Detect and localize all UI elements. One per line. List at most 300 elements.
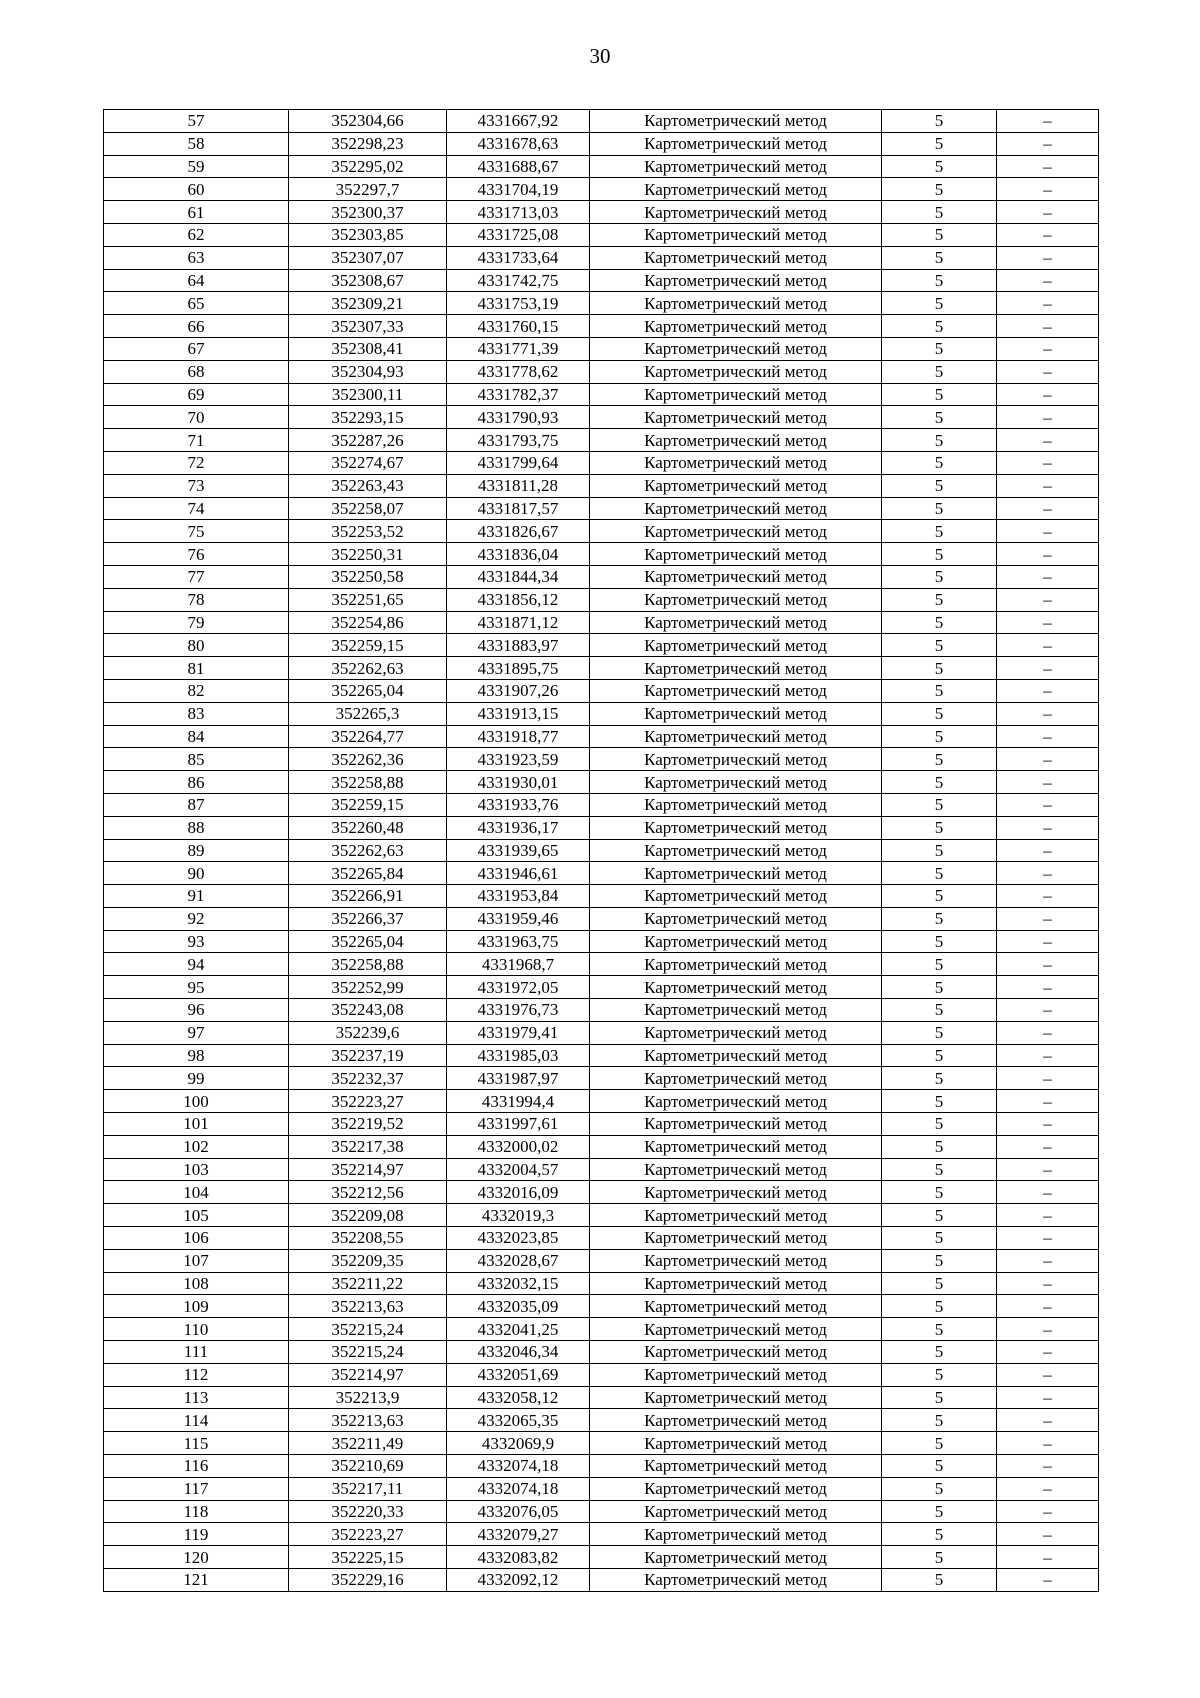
- point-number-cell: 75: [104, 520, 289, 543]
- method-cell: Картометрический метод: [590, 337, 882, 360]
- method-cell: Картометрический метод: [590, 953, 882, 976]
- dash-cell: –: [997, 1113, 1099, 1136]
- point-number-cell: 67: [104, 337, 289, 360]
- table-row: [104, 383, 1099, 406]
- dash-cell: –: [997, 611, 1099, 634]
- dash-cell: –: [997, 1546, 1099, 1569]
- point-number-cell: 57: [104, 110, 289, 133]
- point-number-cell: 121: [104, 1569, 289, 1592]
- dash-cell: –: [997, 429, 1099, 452]
- table-row: [104, 1044, 1099, 1067]
- dash-cell: –: [997, 1067, 1099, 1090]
- x-coordinate-cell: 352239,6: [289, 1021, 447, 1044]
- dash-cell: –: [997, 657, 1099, 680]
- point-number-cell: 63: [104, 246, 289, 269]
- precision-cell: 5: [882, 1113, 997, 1136]
- point-number-cell: 76: [104, 543, 289, 566]
- table-row: [104, 474, 1099, 497]
- table-row: [104, 1318, 1099, 1341]
- y-coordinate-cell: 4331976,73: [447, 999, 590, 1022]
- dash-cell: –: [997, 269, 1099, 292]
- dash-cell: –: [997, 1477, 1099, 1500]
- table-row: [104, 1477, 1099, 1500]
- y-coordinate-cell: 4332092,12: [447, 1569, 590, 1592]
- precision-cell: 5: [882, 702, 997, 725]
- point-number-cell: 70: [104, 406, 289, 429]
- dash-cell: –: [997, 474, 1099, 497]
- table-row: [104, 816, 1099, 839]
- coordinates-table: [103, 109, 1099, 1592]
- x-coordinate-cell: 352300,11: [289, 383, 447, 406]
- precision-cell: 5: [882, 315, 997, 338]
- point-number-cell: 117: [104, 1477, 289, 1500]
- method-cell: Картометрический метод: [590, 110, 882, 133]
- table-row: [104, 771, 1099, 794]
- precision-cell: 5: [882, 930, 997, 953]
- x-coordinate-cell: 352214,97: [289, 1363, 447, 1386]
- x-coordinate-cell: 352297,7: [289, 178, 447, 201]
- method-cell: Картометрический метод: [590, 201, 882, 224]
- point-number-cell: 114: [104, 1409, 289, 1432]
- point-number-cell: 59: [104, 155, 289, 178]
- table-row: [104, 1363, 1099, 1386]
- table-row: [104, 793, 1099, 816]
- point-number-cell: 60: [104, 178, 289, 201]
- method-cell: Картометрический метод: [590, 1500, 882, 1523]
- page-number: 30: [589, 44, 611, 68]
- table-row: [104, 132, 1099, 155]
- precision-cell: 5: [882, 1386, 997, 1409]
- y-coordinate-cell: 4332016,09: [447, 1181, 590, 1204]
- precision-cell: 5: [882, 1546, 997, 1569]
- dash-cell: –: [997, 155, 1099, 178]
- x-coordinate-cell: 352262,36: [289, 748, 447, 771]
- point-number-cell: 61: [104, 201, 289, 224]
- point-number-cell: 65: [104, 292, 289, 315]
- y-coordinate-cell: 4331704,19: [447, 178, 590, 201]
- x-coordinate-cell: 352250,31: [289, 543, 447, 566]
- dash-cell: –: [997, 406, 1099, 429]
- precision-cell: 5: [882, 1067, 997, 1090]
- point-number-cell: 102: [104, 1135, 289, 1158]
- table-row: [104, 657, 1099, 680]
- method-cell: Картометрический метод: [590, 634, 882, 657]
- dash-cell: –: [997, 907, 1099, 930]
- point-number-cell: 87: [104, 793, 289, 816]
- method-cell: Картометрический метод: [590, 1477, 882, 1500]
- y-coordinate-cell: 4331871,12: [447, 611, 590, 634]
- x-coordinate-cell: 352211,49: [289, 1432, 447, 1455]
- method-cell: Картометрический метод: [590, 1318, 882, 1341]
- point-number-cell: 108: [104, 1272, 289, 1295]
- precision-cell: 5: [882, 1090, 997, 1113]
- x-coordinate-cell: 352263,43: [289, 474, 447, 497]
- method-cell: Картометрический метод: [590, 1249, 882, 1272]
- y-coordinate-cell: 4331778,62: [447, 360, 590, 383]
- y-coordinate-cell: 4332083,82: [447, 1546, 590, 1569]
- point-number-cell: 89: [104, 839, 289, 862]
- table-row: [104, 907, 1099, 930]
- dash-cell: –: [997, 201, 1099, 224]
- x-coordinate-cell: 352252,99: [289, 976, 447, 999]
- table-row: [104, 520, 1099, 543]
- table-row: [104, 360, 1099, 383]
- table-body: [104, 110, 1099, 1592]
- dash-cell: –: [997, 1295, 1099, 1318]
- dash-cell: –: [997, 1227, 1099, 1250]
- point-number-cell: 91: [104, 885, 289, 908]
- precision-cell: 5: [882, 1523, 997, 1546]
- y-coordinate-cell: 4332076,05: [447, 1500, 590, 1523]
- method-cell: Картометрический метод: [590, 565, 882, 588]
- y-coordinate-cell: 4331760,15: [447, 315, 590, 338]
- point-number-cell: 58: [104, 132, 289, 155]
- dash-cell: –: [997, 1409, 1099, 1432]
- point-number-cell: 111: [104, 1341, 289, 1364]
- method-cell: Картометрический метод: [590, 1204, 882, 1227]
- x-coordinate-cell: 352304,66: [289, 110, 447, 133]
- y-coordinate-cell: 4331918,77: [447, 725, 590, 748]
- precision-cell: 5: [882, 725, 997, 748]
- table-row: [104, 999, 1099, 1022]
- x-coordinate-cell: 352229,16: [289, 1569, 447, 1592]
- precision-cell: 5: [882, 1227, 997, 1250]
- point-number-cell: 105: [104, 1204, 289, 1227]
- precision-cell: 5: [882, 178, 997, 201]
- method-cell: Картометрический метод: [590, 383, 882, 406]
- method-cell: Картометрический метод: [590, 429, 882, 452]
- point-number-cell: 118: [104, 1500, 289, 1523]
- precision-cell: 5: [882, 907, 997, 930]
- table-row: [104, 1523, 1099, 1546]
- point-number-cell: 85: [104, 748, 289, 771]
- dash-cell: –: [997, 360, 1099, 383]
- precision-cell: 5: [882, 1021, 997, 1044]
- y-coordinate-cell: 4332074,18: [447, 1455, 590, 1478]
- dash-cell: –: [997, 1021, 1099, 1044]
- x-coordinate-cell: 352265,04: [289, 930, 447, 953]
- y-coordinate-cell: 4332004,57: [447, 1158, 590, 1181]
- table-row: [104, 1295, 1099, 1318]
- point-number-cell: 106: [104, 1227, 289, 1250]
- point-number-cell: 95: [104, 976, 289, 999]
- x-coordinate-cell: 352215,24: [289, 1318, 447, 1341]
- x-coordinate-cell: 352298,23: [289, 132, 447, 155]
- point-number-cell: 78: [104, 588, 289, 611]
- dash-cell: –: [997, 292, 1099, 315]
- table-row: [104, 1227, 1099, 1250]
- method-cell: Картометрический метод: [590, 1067, 882, 1090]
- precision-cell: 5: [882, 999, 997, 1022]
- y-coordinate-cell: 4332023,85: [447, 1227, 590, 1250]
- method-cell: Картометрический метод: [590, 1135, 882, 1158]
- method-cell: Картометрический метод: [590, 223, 882, 246]
- precision-cell: 5: [882, 839, 997, 862]
- x-coordinate-cell: 352210,69: [289, 1455, 447, 1478]
- table-row: [104, 1090, 1099, 1113]
- precision-cell: 5: [882, 1181, 997, 1204]
- dash-cell: –: [997, 1158, 1099, 1181]
- precision-cell: 5: [882, 269, 997, 292]
- dash-cell: –: [997, 132, 1099, 155]
- dash-cell: –: [997, 930, 1099, 953]
- dash-cell: –: [997, 793, 1099, 816]
- point-number-cell: 84: [104, 725, 289, 748]
- method-cell: Картометрический метод: [590, 474, 882, 497]
- x-coordinate-cell: 352304,93: [289, 360, 447, 383]
- y-coordinate-cell: 4331742,75: [447, 269, 590, 292]
- y-coordinate-cell: 4331753,19: [447, 292, 590, 315]
- precision-cell: 5: [882, 1135, 997, 1158]
- precision-cell: 5: [882, 976, 997, 999]
- x-coordinate-cell: 352214,97: [289, 1158, 447, 1181]
- method-cell: Картометрический метод: [590, 1044, 882, 1067]
- point-number-cell: 113: [104, 1386, 289, 1409]
- precision-cell: 5: [882, 793, 997, 816]
- y-coordinate-cell: 4331725,08: [447, 223, 590, 246]
- precision-cell: 5: [882, 588, 997, 611]
- precision-cell: 5: [882, 1341, 997, 1364]
- table-row: [104, 930, 1099, 953]
- table-row: [104, 110, 1099, 133]
- table-row: [104, 451, 1099, 474]
- dash-cell: –: [997, 451, 1099, 474]
- precision-cell: 5: [882, 611, 997, 634]
- y-coordinate-cell: 4331913,15: [447, 702, 590, 725]
- table-row: [104, 565, 1099, 588]
- point-number-cell: 74: [104, 497, 289, 520]
- precision-cell: 5: [882, 292, 997, 315]
- x-coordinate-cell: 352307,33: [289, 315, 447, 338]
- x-coordinate-cell: 352220,33: [289, 1500, 447, 1523]
- x-coordinate-cell: 352254,86: [289, 611, 447, 634]
- x-coordinate-cell: 352308,41: [289, 337, 447, 360]
- x-coordinate-cell: 352265,3: [289, 702, 447, 725]
- y-coordinate-cell: 4332069,9: [447, 1432, 590, 1455]
- method-cell: Картометрический метод: [590, 520, 882, 543]
- dash-cell: –: [997, 771, 1099, 794]
- x-coordinate-cell: 352303,85: [289, 223, 447, 246]
- point-number-cell: 120: [104, 1546, 289, 1569]
- x-coordinate-cell: 352307,07: [289, 246, 447, 269]
- point-number-cell: 69: [104, 383, 289, 406]
- x-coordinate-cell: 352232,37: [289, 1067, 447, 1090]
- table-row: [104, 1021, 1099, 1044]
- point-number-cell: 115: [104, 1432, 289, 1455]
- method-cell: Картометрический метод: [590, 976, 882, 999]
- y-coordinate-cell: 4332035,09: [447, 1295, 590, 1318]
- dash-cell: –: [997, 725, 1099, 748]
- x-coordinate-cell: 352213,63: [289, 1409, 447, 1432]
- dash-cell: –: [997, 1386, 1099, 1409]
- y-coordinate-cell: 4331678,63: [447, 132, 590, 155]
- x-coordinate-cell: 352265,04: [289, 679, 447, 702]
- table-row: [104, 725, 1099, 748]
- precision-cell: 5: [882, 1363, 997, 1386]
- dash-cell: –: [997, 1249, 1099, 1272]
- precision-cell: 5: [882, 1295, 997, 1318]
- method-cell: Картометрический метод: [590, 725, 882, 748]
- point-number-cell: 94: [104, 953, 289, 976]
- method-cell: Картометрический метод: [590, 543, 882, 566]
- y-coordinate-cell: 4332065,35: [447, 1409, 590, 1432]
- precision-cell: 5: [882, 1204, 997, 1227]
- dash-cell: –: [997, 1569, 1099, 1592]
- table-row: [104, 702, 1099, 725]
- method-cell: Картометрический метод: [590, 1569, 882, 1592]
- point-number-cell: 79: [104, 611, 289, 634]
- table-row: [104, 429, 1099, 452]
- y-coordinate-cell: 4331968,7: [447, 953, 590, 976]
- point-number-cell: 109: [104, 1295, 289, 1318]
- point-number-cell: 93: [104, 930, 289, 953]
- method-cell: Картометрический метод: [590, 1090, 882, 1113]
- point-number-cell: 90: [104, 862, 289, 885]
- y-coordinate-cell: 4331994,4: [447, 1090, 590, 1113]
- y-coordinate-cell: 4331972,05: [447, 976, 590, 999]
- dash-cell: –: [997, 1318, 1099, 1341]
- dash-cell: –: [997, 178, 1099, 201]
- x-coordinate-cell: 352258,88: [289, 953, 447, 976]
- dash-cell: –: [997, 223, 1099, 246]
- y-coordinate-cell: 4331959,46: [447, 907, 590, 930]
- dash-cell: –: [997, 976, 1099, 999]
- dash-cell: –: [997, 1500, 1099, 1523]
- y-coordinate-cell: 4331930,01: [447, 771, 590, 794]
- y-coordinate-cell: 4332019,3: [447, 1204, 590, 1227]
- table-row: [104, 223, 1099, 246]
- table-row: [104, 748, 1099, 771]
- method-cell: Картометрический метод: [590, 292, 882, 315]
- y-coordinate-cell: 4332079,27: [447, 1523, 590, 1546]
- precision-cell: 5: [882, 1409, 997, 1432]
- y-coordinate-cell: 4331826,67: [447, 520, 590, 543]
- table-row: [104, 1569, 1099, 1592]
- point-number-cell: 101: [104, 1113, 289, 1136]
- table-row: [104, 634, 1099, 657]
- point-number-cell: 62: [104, 223, 289, 246]
- table-row: [104, 1158, 1099, 1181]
- precision-cell: 5: [882, 679, 997, 702]
- method-cell: Картометрический метод: [590, 1546, 882, 1569]
- method-cell: Картометрический метод: [590, 178, 882, 201]
- dash-cell: –: [997, 337, 1099, 360]
- table-row: [104, 155, 1099, 178]
- point-number-cell: 80: [104, 634, 289, 657]
- y-coordinate-cell: 4331895,75: [447, 657, 590, 680]
- point-number-cell: 110: [104, 1318, 289, 1341]
- precision-cell: 5: [882, 1500, 997, 1523]
- x-coordinate-cell: 352225,15: [289, 1546, 447, 1569]
- table-row: [104, 862, 1099, 885]
- y-coordinate-cell: 4331933,76: [447, 793, 590, 816]
- precision-cell: 5: [882, 110, 997, 133]
- precision-cell: 5: [882, 383, 997, 406]
- precision-cell: 5: [882, 771, 997, 794]
- y-coordinate-cell: 4332046,34: [447, 1341, 590, 1364]
- table-row: [104, 1546, 1099, 1569]
- dash-cell: –: [997, 1523, 1099, 1546]
- point-number-cell: 98: [104, 1044, 289, 1067]
- y-coordinate-cell: 4331923,59: [447, 748, 590, 771]
- x-coordinate-cell: 352209,08: [289, 1204, 447, 1227]
- y-coordinate-cell: 4331963,75: [447, 930, 590, 953]
- y-coordinate-cell: 4331939,65: [447, 839, 590, 862]
- point-number-cell: 83: [104, 702, 289, 725]
- x-coordinate-cell: 352251,65: [289, 588, 447, 611]
- y-coordinate-cell: 4332032,15: [447, 1272, 590, 1295]
- y-coordinate-cell: 4331771,39: [447, 337, 590, 360]
- method-cell: Картометрический метод: [590, 315, 882, 338]
- y-coordinate-cell: 4331667,92: [447, 110, 590, 133]
- dash-cell: –: [997, 588, 1099, 611]
- table-row: [104, 1204, 1099, 1227]
- y-coordinate-cell: 4332041,25: [447, 1318, 590, 1341]
- table-row: [104, 201, 1099, 224]
- precision-cell: 5: [882, 201, 997, 224]
- dash-cell: –: [997, 1135, 1099, 1158]
- table-row: [104, 497, 1099, 520]
- y-coordinate-cell: 4331793,75: [447, 429, 590, 452]
- x-coordinate-cell: 352208,55: [289, 1227, 447, 1250]
- point-number-cell: 71: [104, 429, 289, 452]
- y-coordinate-cell: 4331946,61: [447, 862, 590, 885]
- x-coordinate-cell: 352309,21: [289, 292, 447, 315]
- precision-cell: 5: [882, 337, 997, 360]
- dash-cell: –: [997, 748, 1099, 771]
- table-row: [104, 1386, 1099, 1409]
- method-cell: Картометрический метод: [590, 1432, 882, 1455]
- method-cell: Картометрический метод: [590, 1113, 882, 1136]
- point-number-cell: 73: [104, 474, 289, 497]
- point-number-cell: 96: [104, 999, 289, 1022]
- precision-cell: 5: [882, 520, 997, 543]
- dash-cell: –: [997, 246, 1099, 269]
- dash-cell: –: [997, 1341, 1099, 1364]
- dash-cell: –: [997, 634, 1099, 657]
- table-row: [104, 1181, 1099, 1204]
- precision-cell: 5: [882, 748, 997, 771]
- x-coordinate-cell: 352217,38: [289, 1135, 447, 1158]
- point-number-cell: 100: [104, 1090, 289, 1113]
- x-coordinate-cell: 352308,67: [289, 269, 447, 292]
- point-number-cell: 81: [104, 657, 289, 680]
- table-row: [104, 1067, 1099, 1090]
- x-coordinate-cell: 352293,15: [289, 406, 447, 429]
- precision-cell: 5: [882, 657, 997, 680]
- precision-cell: 5: [882, 634, 997, 657]
- precision-cell: 5: [882, 816, 997, 839]
- y-coordinate-cell: 4332074,18: [447, 1477, 590, 1500]
- y-coordinate-cell: 4331688,67: [447, 155, 590, 178]
- method-cell: Картометрический метод: [590, 406, 882, 429]
- method-cell: Картометрический метод: [590, 269, 882, 292]
- point-number-cell: 107: [104, 1249, 289, 1272]
- point-number-cell: 103: [104, 1158, 289, 1181]
- y-coordinate-cell: 4331997,61: [447, 1113, 590, 1136]
- y-coordinate-cell: 4331883,97: [447, 634, 590, 657]
- method-cell: Картометрический метод: [590, 155, 882, 178]
- dash-cell: –: [997, 1181, 1099, 1204]
- table-row: [104, 1432, 1099, 1455]
- dash-cell: –: [997, 1432, 1099, 1455]
- dash-cell: –: [997, 110, 1099, 133]
- y-coordinate-cell: 4331987,97: [447, 1067, 590, 1090]
- method-cell: Картометрический метод: [590, 497, 882, 520]
- y-coordinate-cell: 4331979,41: [447, 1021, 590, 1044]
- method-cell: Картометрический метод: [590, 1523, 882, 1546]
- precision-cell: 5: [882, 223, 997, 246]
